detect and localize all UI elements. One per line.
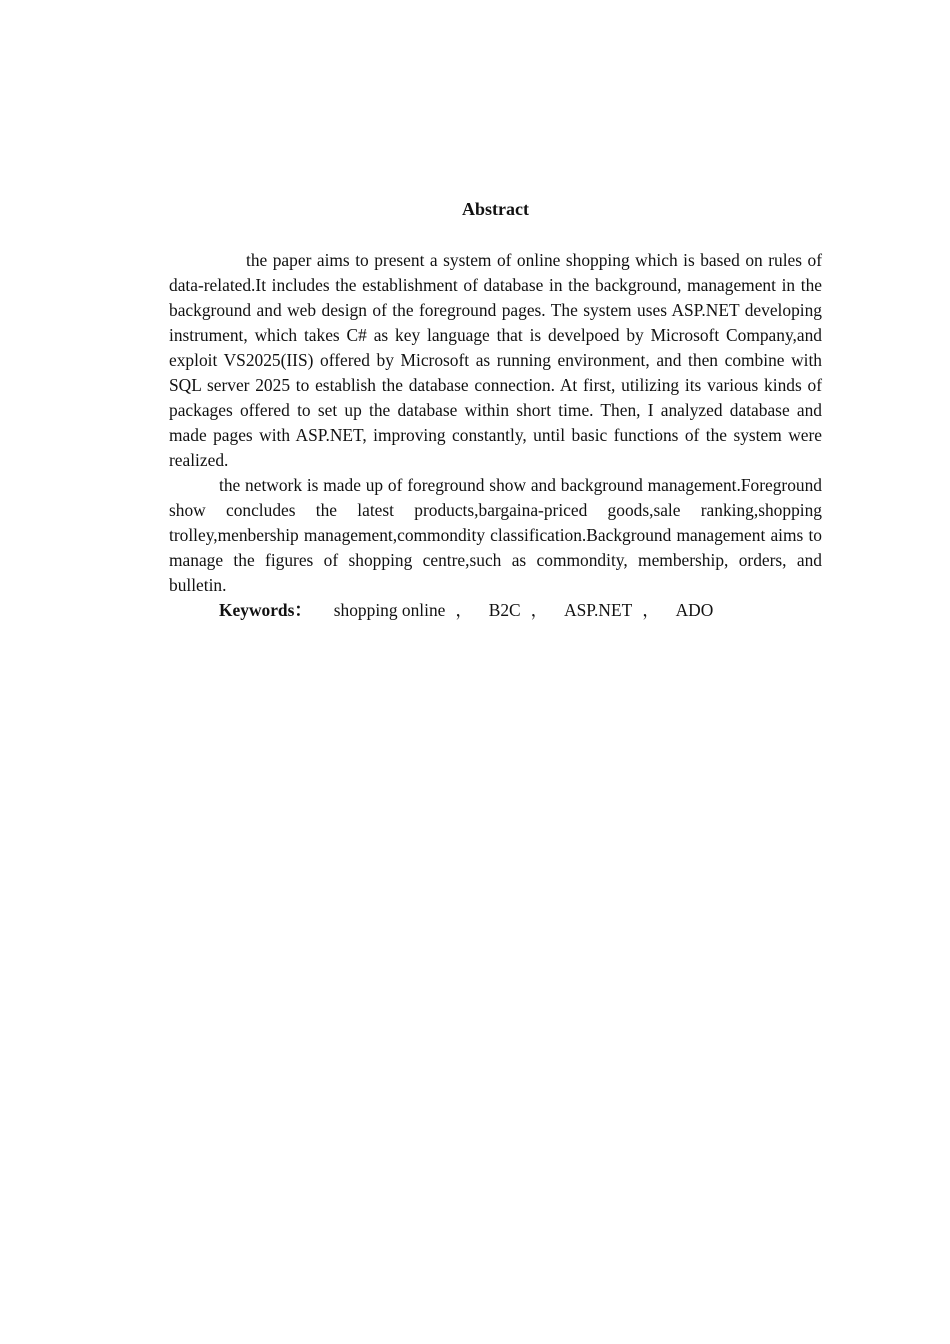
abstract-paragraph-1: the paper aims to present a system of online shopping which is based on rules of data-related.It includes the establishment of database in the background, management in the background and web design of the foreground pages. The system uses ASP.NET developing instrument, which takes C# as key language that is develpoed by Microsoft Company,and exploit VS2025(IIS) offered by Microsoft as running environment, and then combine with SQL server 2025 to establish the database connection. At first, utilizing its various kinds of packages offered to set up the database within short time. Then, I analyzed database and made pages with ASP.NET, improving constantly, until basic functions of the system were realized. xyxy=(169,250,822,470)
keyword-item: B2C xyxy=(488,600,521,620)
abstract-section xyxy=(169,197,822,623)
keywords-colon: ： xyxy=(294,600,312,620)
keywords-line xyxy=(169,598,822,623)
abstract-paragraph-2: the network is made up of foreground show and background management.Foreground show concludes the latest products,bargaina-priced goods,sale ranking,shopping trolley,menbership management,commondity classification.Background management aims to manage the figures of shopping centre,such as commondity, membership, orders, and bulletin. xyxy=(169,475,822,595)
keyword-separator: ， xyxy=(455,600,473,620)
keyword-separator: ， xyxy=(530,600,549,620)
keywords-label: Keywords xyxy=(219,600,295,620)
keyword-item: ASP.NET xyxy=(564,600,633,620)
keyword-separator: ， xyxy=(642,600,660,620)
abstract-title: Abstract xyxy=(462,199,529,219)
keyword-item: shopping online xyxy=(333,600,446,620)
keyword-item: ADO xyxy=(675,600,714,620)
